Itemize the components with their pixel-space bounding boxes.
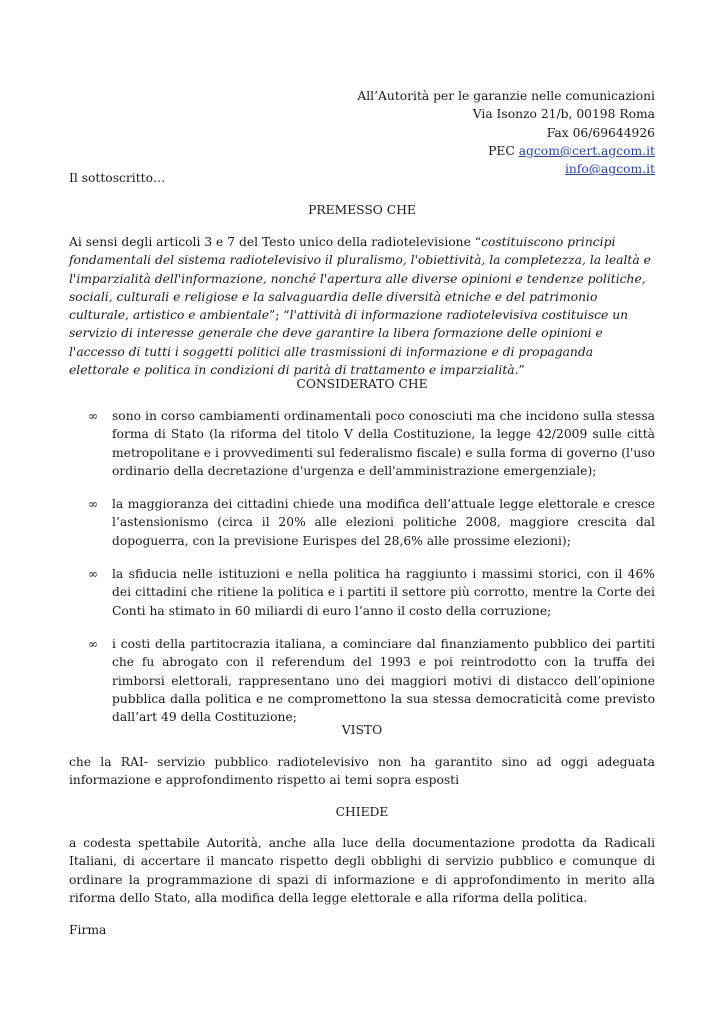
signature-label: Firma	[69, 923, 107, 937]
infinity-bullet-icon: ∞	[88, 567, 98, 582]
pec-label: PEC	[488, 143, 519, 158]
recipient-fax: Fax 06/69644926	[546, 125, 655, 140]
list-item-text: i costi della partitocrazia italiana, a cominciare dal finanziamento pubblico dei partiti che fu abrogato con il referendum del 1993 e poi reintrodotto con la truffa dei rimborsi elettorali, rappresentano uno dei maggiori motivi di distacco dell’opinione pubblica dalla politica e ne compromettono la sua stessa democraticità come previsto dall’art 49 della Costituzione;	[112, 636, 655, 725]
list-item	[88, 495, 655, 550]
considerato-heading: CONSIDERATO CHE	[296, 377, 428, 391]
infinity-bullet-icon: ∞	[88, 636, 98, 651]
premesso-intro: Ai sensi degli articoli 3 e 7 del Testo unico della radiotelevisione “	[69, 235, 482, 249]
infinity-bullet-icon: ∞	[88, 497, 98, 512]
premesso-heading: PREMESSO CHE	[308, 203, 416, 217]
list-item-text: la maggioranza dei cittadini chiede una modifica dell’attuale legge elettorale e cresce l’astensionismo (circa il 20% alle elezioni politiche 2008, maggiore crescita dal dopoguerra, con la previsione Eurispes del 28,6% alle prossime elezioni);	[112, 497, 655, 548]
premesso-quote-2: l'attività di informazione radiotelevisiva costituisce un servizio di interesse generale che deve garantire la libera formazione delle opinioni e l'accesso di tutti i soggetti politici alle trasmissioni di informazione e di propaganda elettorale e politica in condizioni di parità di trattamento e imparzialità	[69, 308, 629, 378]
recipient-pec	[235, 142, 655, 160]
pec-email-link[interactable]: agcom@cert.agcom.it	[518, 143, 655, 158]
considerato-list	[88, 407, 655, 741]
recipient-name: All’Autorità per le garanzie nelle comunicazioni	[357, 89, 655, 103]
premesso-quote-1: costituiscono principi fondamentali del sistema radiotelevisivo il pluralismo, l'obiettività, la completezza, la lealtà e l'imparzialità dell'informazione, nonché l'apertura alle diverse opinioni e tendenze politiche, sociali, culturali e religiose e la salvaguardia delle diversità etniche e del patrimonio culturale, artistico e ambientale	[69, 235, 651, 323]
visto-heading: VISTO	[341, 723, 383, 737]
recipient-address-block	[235, 87, 655, 178]
premesso-end: .”	[514, 363, 525, 378]
list-item	[88, 407, 655, 480]
list-item	[88, 565, 655, 620]
premesso-separator: ”; “	[268, 308, 290, 323]
visto-paragraph: che la RAI- servizio pubblico radiotelevisivo non ha garantito sino ad oggi adeguata informazione e approfondimento rispetto ai temi sopra esposti	[69, 755, 655, 788]
list-item-text: sono in corso cambiamenti ordinamentali poco conosciuti ma che incidono sulla stessa forma di Stato (la riforma del titolo V della Costituzione, la legge 42/2009 sulle città metropolitane e i provvedimenti sul federalismo fiscale) e sulla forma di governo (l'uso ordinario della decretazione d'urgenza e dell'amministrazione emergenziale);	[112, 409, 655, 478]
list-item	[88, 635, 655, 726]
list-item-text: la sfiducia nelle istituzioni e nella politica ha raggiunto i massimi storici, con il 46% dei cittadini che ritiene la politica e i partiti il settore più corrotto, mentre la Corte dei Conti ha stimato in 60 miliardi di euro l’anno il costo della corruzione;	[112, 567, 655, 618]
info-email-link[interactable]: info@agcom.it	[564, 162, 655, 177]
chiede-paragraph: a codesta spettabile Autorità, anche alla luce della documentazione prodotta da Radicali Italiani, di accertare il mancato rispetto degli obblighi di servizio pubblico e comunque di ordinare la programmazione di spazi di informazione e di approfondimento in merito alla riforma dello Stato, alla modifica della legge elettorale e alla riforma della politica.	[69, 836, 655, 905]
infinity-bullet-icon: ∞	[88, 409, 98, 423]
chiede-heading: CHIEDE	[335, 805, 389, 819]
premesso-paragraph	[69, 233, 655, 379]
signer-intro: Il sottoscritto…	[69, 171, 166, 185]
recipient-street: Via Isonzo 21/b, 00198 Roma	[472, 107, 655, 122]
